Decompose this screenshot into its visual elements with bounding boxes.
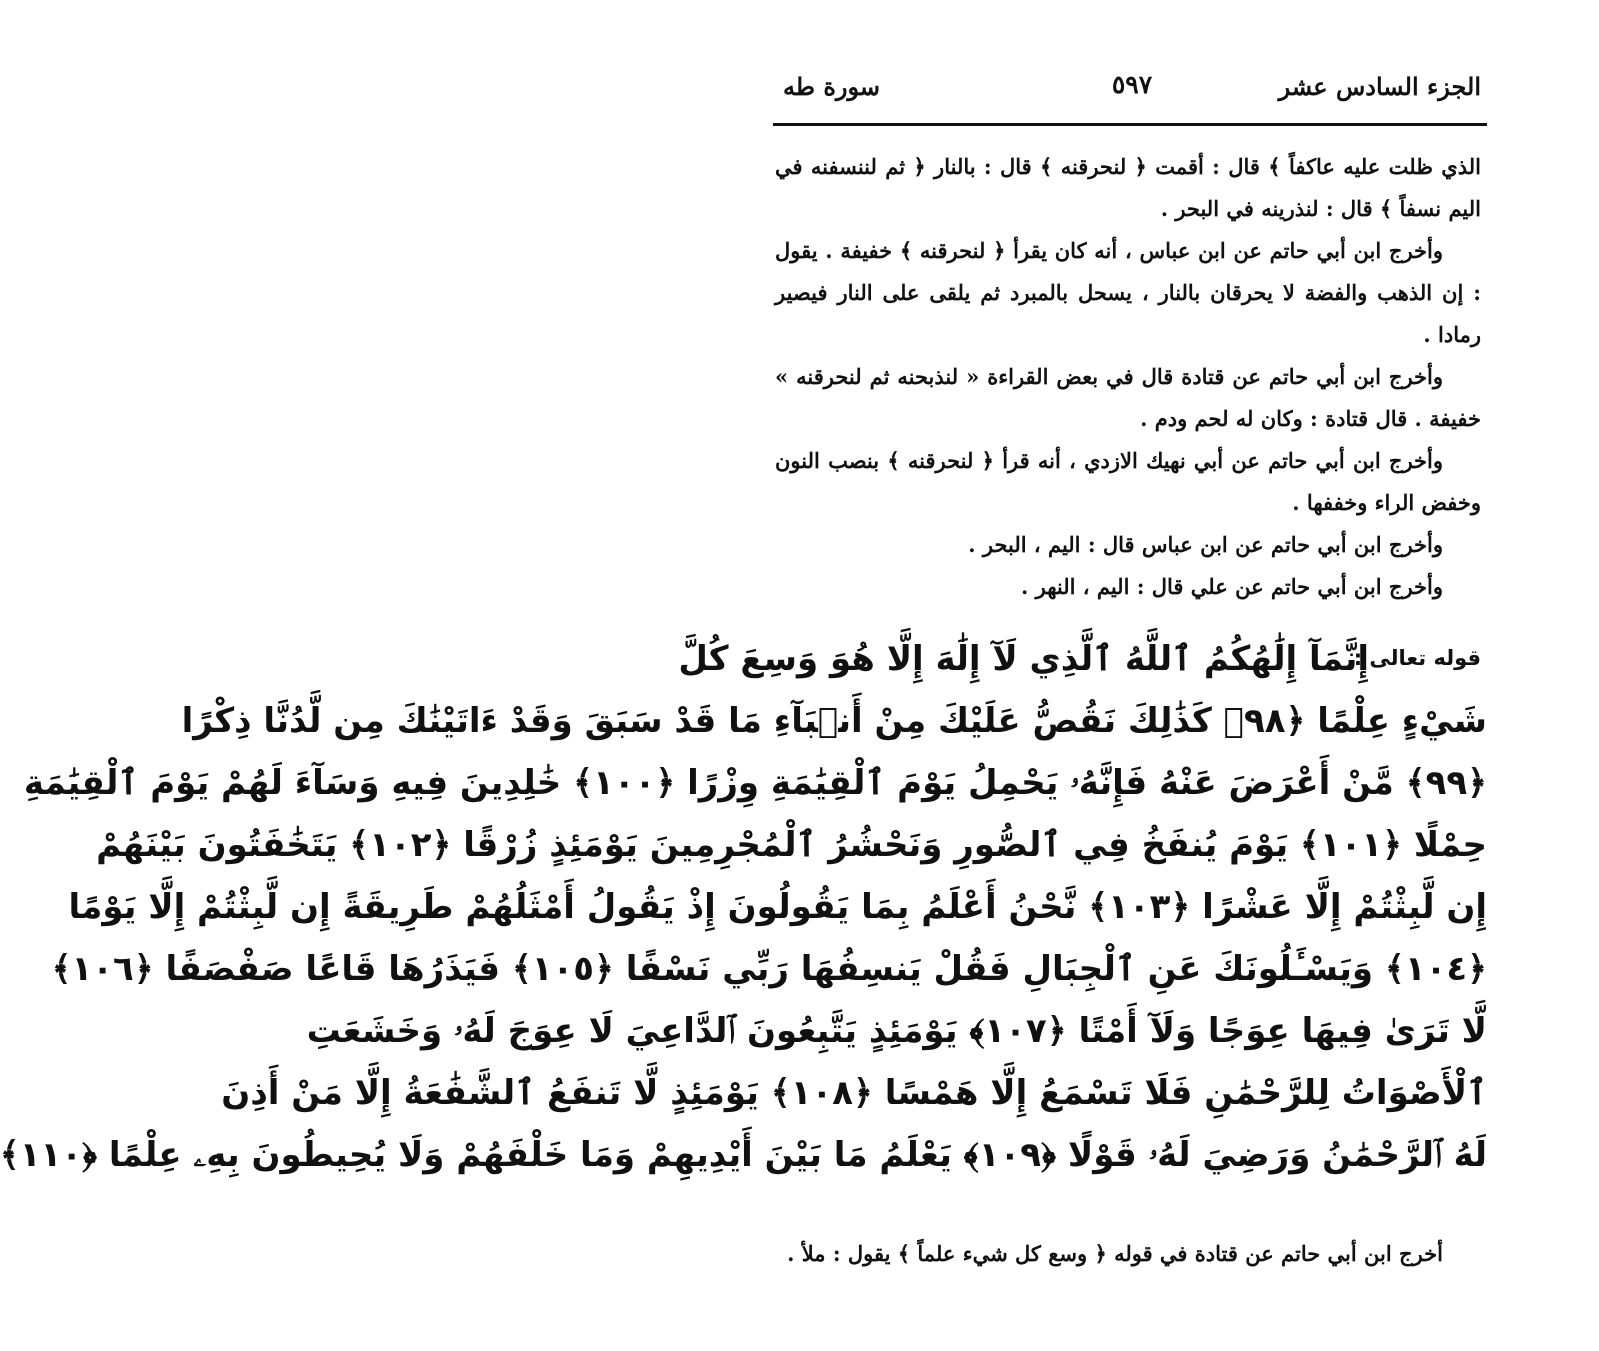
page-number: ٥٩٧	[1111, 70, 1153, 99]
commentary-paragraph: وأخرج ابن أبي حاتم عن أبي نهيك الازدي ، أنه قرأ ﴿ لنحرقنه ﴾ بنصب النون وخفض الراء وخففها .	[775, 448, 1481, 515]
commentary-paragraph: وأخرج ابن أبي حاتم عن قتادة قال في بعض القراءة « لنذبحنه ثم لنحرقنه » خفيفة . قال قتادة : وكان له لحم ودم .	[775, 364, 1481, 431]
verse-line: لَهُ ٱلرَّحْمَٰنُ وَرَضِيَ لَهُۥ قَوْلًا ﴿١٠٩﴾ يَعْلَمُ مَا بَيْنَ أَيْدِيهِمْ وَمَا خَلْفَهُمْ وَلَا يُحِيطُونَ بِهِۦ عِلْمًا ﴿١١٠﴾	[0, 1135, 1487, 1175]
footnote-paragraph: أخرج ابن أبي حاتم عن قتادة في قوله ﴿ وسع كل شيء علماً ﴾ يقول : ملأ .	[787, 1241, 1443, 1266]
header-rule	[773, 123, 1487, 126]
commentary-paragraph: وأخرج ابن أبي حاتم عن ابن عباس ، أنه كان يقرأ ﴿ لنحرقنه ﴾ خفيفة . يقول : إن الذهب والفضة لا يحرقان بالنار ، يسحل بالمبرد ثم يلقى على النار فيصير رمادا .	[775, 238, 1481, 347]
surah-title: سورة طه	[783, 72, 880, 101]
footnote-block	[783, 1234, 1481, 1274]
verse-line: إِن لَّبِثْتُمْ إِلَّا عَشْرًا ﴿١٠٣﴾ نَّحْنُ أَعْلَمُ بِمَا يَقُولُونَ إِذْ يَقُولُ أَمْثَلُهُمْ طَرِيقَةً إِن لَّبِثْتُمْ إِلَّا يَوْمًا	[68, 887, 1487, 927]
verse-line: إِنَّمَآ إِلَٰهُكُمُ ٱللَّهُ ٱلَّذِي لَآ إِلَٰهَ إِلَّا هُوَ وَسِعَ كُلَّ	[678, 639, 1369, 679]
page-header	[783, 72, 1481, 112]
verse-line: لَّا تَرَىٰ فِيهَا عِوَجًا وَلَآ أَمْتًا ﴿١٠٧﴾ يَوْمَئِذٍ يَتَّبِعُونَ ٱلدَّاعِيَ لَا عِوَجَ لَهُۥ وَخَشَعَتِ	[306, 1011, 1487, 1051]
commentary-paragraph: الذي ظلت عليه عاكفاً ﴾ قال : أقمت ﴿ لنحرقنه ﴾ قال : بالنار ﴿ ثم لننسفنه في اليم نسفاً ﴾ قال : لنذرينه في البحر .	[775, 154, 1481, 221]
juz-title: الجزء السادس عشر	[1278, 72, 1481, 101]
verse-line: ﴿٩٩﴾ مَّنْ أَعْرَضَ عَنْهُ فَإِنَّهُۥ يَحْمِلُ يَوْمَ ٱلْقِيَٰمَةِ وِزْرًا ﴿١٠٠﴾ خَٰلِدِينَ فِيهِ وَسَآءَ لَهُمْ يَوْمَ ٱلْقِيَٰمَةِ	[23, 763, 1487, 803]
commentary-paragraph: وأخرج ابن أبي حاتم عن ابن عباس قال : اليم ، البحر .	[968, 532, 1443, 557]
verse-line: شَيْءٍ عِلْمًا ﴿٩٨﴾ كَذَٰلِكَ نَقُصُّ عَلَيْكَ مِنْ أَنۢبَآءِ مَا قَدْ سَبَقَ وَقَدْ ءَاتَيْنَٰكَ مِن لَّدُنَّا ذِكْرًا	[181, 701, 1487, 741]
quran-verses	[0, 628, 1487, 1186]
verse-line: حِمْلًا ﴿١٠١﴾ يَوْمَ يُنفَخُ فِي ٱلصُّورِ وَنَحْشُرُ ٱلْمُجْرِمِينَ يَوْمَئِذٍ زُرْقًا ﴿١٠٢﴾ يَتَخَٰفَتُونَ بَيْنَهُمْ	[96, 825, 1487, 865]
verse-line: ٱلْأَصْوَاتُ لِلرَّحْمَٰنِ فَلَا تَسْمَعُ إِلَّا هَمْسًا ﴿١٠٨﴾ يَوْمَئِذٍ لَّا تَنفَعُ ٱلشَّفَٰعَةُ إِلَّا مَنْ أَذِنَ	[221, 1073, 1487, 1113]
commentary-block	[775, 146, 1481, 608]
verses-label: قوله تعالى :	[1353, 646, 1481, 670]
verse-line: ﴿١٠٤﴾ وَيَسْـَٔلُونَكَ عَنِ ٱلْجِبَالِ فَقُلْ يَنسِفُهَا رَبِّي نَسْفًا ﴿١٠٥﴾ فَيَذَرُهَا قَاعًا صَفْصَفًا ﴿١٠٦﴾	[51, 949, 1487, 989]
commentary-paragraph: وأخرج ابن أبي حاتم عن علي قال : اليم ، النهر .	[1021, 574, 1443, 599]
